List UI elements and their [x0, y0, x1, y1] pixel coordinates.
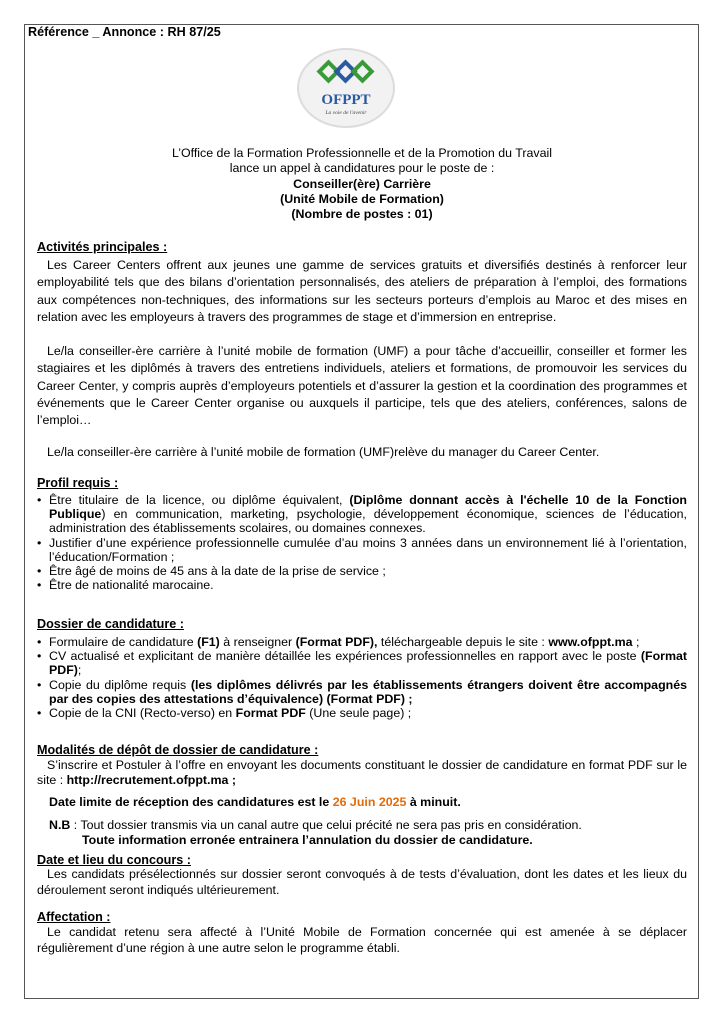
nb-warning: Toute information erronée entrainera l’annulation du dossier de candidature. [82, 833, 533, 847]
section-dossier: Dossier de candidature : [37, 617, 184, 631]
ofppt-logo [296, 47, 396, 129]
activites-p2: Le/la conseiller-ère carrière à l’unité mobile de formation (UMF) a pour tâche d’accueillir, conseiller et former les stagiaires et les diplômés à travers des entretiens individuels, ateliers et formations, de promouvoir les services du Career Center, y compris auprès d’employeurs potentiels et d’assurer la gestion et la coordination des programmes et événements que le Career Center organise ou auxquels il participe, tels que des ateliers, conférences, salons de l’emploi… [37, 344, 687, 428]
recrutement-link[interactable]: http://recrutement.ofppt.ma ; [66, 773, 236, 787]
ofppt-website-link[interactable]: www.ofppt.ma [548, 635, 633, 649]
list-item: • Être âgé de moins de 45 ans à la date de la prise de service ; [37, 564, 687, 578]
concours-p1: Les candidats présélectionnés sur dossier seront convoqués à de tests d’évaluation, dont les dates et les lieux du déroulement seront indiqués ultérieurement. [37, 867, 687, 897]
list-item: • Être de nationalité marocaine. [37, 578, 687, 592]
list-item: • Formulaire de candidature (F1) à renseigner (Format PDF), téléchargeable depuis le site : www.ofppt.ma ; [37, 635, 687, 649]
logo-text: OFPPT [321, 92, 371, 108]
header-intro [30, 146, 694, 176]
job-unit: (Unité Mobile de Formation) [280, 192, 444, 206]
section-affectation: Affectation : [37, 910, 111, 924]
job-title: Conseiller(ère) Carrière [293, 177, 431, 191]
logo-tagline: La voie de l'avenir [325, 110, 367, 116]
list-item: • CV actualisé et explicitant de manière détaillée les expériences professionnelles en rapport avec le poste (Format PDF); [37, 649, 687, 677]
modalites-p1: S’inscrire et Postuler à l’offre en envoyant les documents constituant le dossier de candidature en format PDF sur le site : http://recrutement.ofppt.ma ; [37, 758, 687, 787]
section-profil: Profil requis : [37, 476, 119, 490]
section-activites: Activités principales : [37, 240, 168, 254]
job-count: (Nombre de postes : 01) [291, 207, 433, 221]
list-item: • Copie du diplôme requis (les diplômes délivrés par les établissements étrangers doivent être accompagnés par des copies des attestations d’équivalence) (Format PDF) ; [37, 678, 687, 706]
section-modalites: Modalités de dépôt de dossier de candidature : [37, 743, 319, 757]
reference-line: Référence _ Annonce : RH 87/25 [28, 25, 221, 39]
activites-p1: Les Career Centers offrent aux jeunes une gamme de services gratuits et diversifiés destinés à renforcer leur employabilité tels que des bilans d’orientation personnalisés, des ateliers de préparation à l’emploi, des formations aux compétences non-techniques, des informations sur les secteurs porteurs d’emplois au Maroc et des mises en relation avec les employeurs à travers des programmes de stage et d’immersion en entreprise. [37, 258, 687, 324]
deadline-date: 26 Juin 2025 [332, 795, 407, 809]
affectation-p1: Le candidat retenu sera affecté à l’Unité Mobile de Formation concernée qui est amenée à se déplacer régulièrement d’une région à une autre selon le programme établi. [37, 925, 687, 955]
dossier-list [37, 635, 687, 720]
nb-line: N.B : Tout dossier transmis via un canal autre que celui précité ne sera pas pris en considération. [49, 818, 582, 832]
header-line1: L’Office de la Formation Professionnelle et de la Promotion du Travail [172, 146, 552, 160]
activites-p3: Le/la conseiller-ère carrière à l’unité mobile de formation (UMF)relève du manager du Career Center. [47, 445, 600, 459]
job-title-block [30, 177, 694, 222]
profil-list [37, 493, 687, 592]
list-item: • Copie de la CNI (Recto-verso) en Format PDF (Une seule page) ; [37, 706, 687, 720]
section-concours: Date et lieu du concours : [37, 853, 191, 867]
list-item: • Justifier d’une expérience professionnelle cumulée d’au moins 3 années dans un environnement lié à l’orientation, l’éducation/Formation ; [37, 536, 687, 564]
list-item: • Être titulaire de la licence, ou diplôme équivalent, (Diplôme donnant accès à l'échelle 10 de la Fonction Publique) en communication, marketing, psychologie, développement économique, sciences de l’éducation, administration des établissements scolaires, ou domaines connexes. [37, 493, 687, 536]
header-line2: lance un appel à candidatures pour le poste de : [229, 161, 495, 175]
deadline-line: Date limite de réception des candidatures est le 26 Juin 2025 à minuit. [49, 795, 461, 809]
